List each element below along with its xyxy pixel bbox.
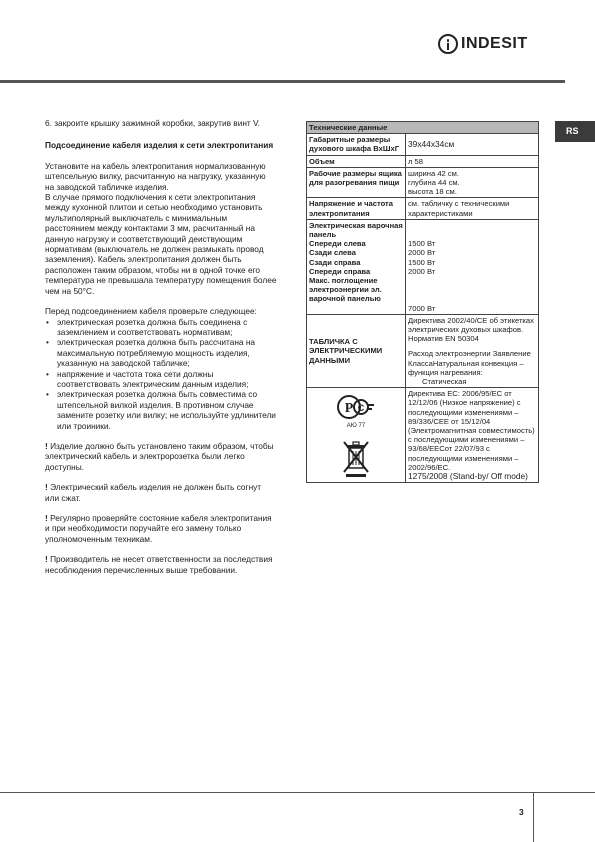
warning-mark: ! [45, 440, 48, 451]
row-label-drawer: Рабочие размеры ящика для разогревания пищи [307, 167, 406, 198]
warning-liability [45, 554, 277, 575]
row-label-volume: Объем [307, 155, 406, 167]
brand-name: INDESIT [461, 35, 528, 52]
list-item: • электрическая розетка должна быть соединена с заземлением и соответствовать нормативам; [45, 317, 277, 338]
drawer-height: высота 18 см. [408, 187, 457, 197]
indesit-logo [438, 34, 528, 54]
row-label-rating-plate: ТАБЛИЧКА С ЭЛЕКТРИЧЕСКИМИ ДАННЫМИ [307, 314, 406, 387]
technical-data-table [306, 121, 539, 483]
row-label-dimensions: Габаритные размеры духового шкафа ВхШхГ [307, 134, 406, 155]
list-item: • электрическая розетка должна быть рассчитана на максимальную потребляемую мощность изделия, указанную на заводской табличке; [45, 337, 277, 368]
language-tab-rs[interactable]: RS [555, 121, 595, 142]
hob-max-power: Макс. поглощение электроэнергии эл. варочной панелью [309, 276, 382, 304]
warning-text: Изделие должно быть установлено таким образом, чтобы электрический кабель и электророзетка были легко доступны. [45, 440, 274, 472]
hob-title: Электрическая варочная панель [309, 220, 403, 240]
table-row [307, 198, 539, 219]
drawer-width: ширина 42 см. [408, 168, 460, 178]
left-column [45, 118, 277, 575]
table-row [307, 388, 539, 483]
warning-mark: ! [45, 554, 48, 565]
value-rear-right: 1500 Вт [408, 257, 436, 267]
footer-rule [0, 792, 595, 793]
row-value-dimensions: 39x44x34см [406, 134, 539, 155]
warning-text: Электрический кабель изделия не должен быть согнут или сжат. [45, 482, 262, 503]
list-item: • электрическая розетка должна быть совместима со штепсельной вилкой изделия. В противном случае замените розетку или вилку; не используйте удлинители или троиники. [45, 389, 277, 431]
energy-static: Статическая [422, 377, 467, 387]
row-label-hob [307, 219, 406, 314]
rst-certification-icon [336, 394, 376, 420]
table-row [307, 155, 539, 167]
value-rear-left: 2000 Вт [408, 248, 436, 258]
svg-text:Р: Р [344, 401, 354, 417]
row-value-volume: л 58 [406, 155, 539, 167]
row-value-voltage: см. табличку с техническими характеристиками [406, 198, 539, 219]
value-max-power: 7000 Вт [408, 303, 436, 313]
paragraph-check-intro: Перед подсоединением кабеля проверьте следующее: [45, 306, 257, 317]
row-value-rating-plate [406, 314, 539, 387]
row-value-directives [406, 388, 539, 483]
paragraph-plug: Установите на кабель электропитания нормализованную штепсельную вилку, расчитанную на нагрузку, указанную на заводской табличке изделия. [45, 160, 266, 192]
ec-directives: Директива ЕС: 2006/95/ЕС от 12/12/06 (Низкое напряжение) с последующими изменениями – 89/336/CEE от 15/12/04 (Электромагнитная совместимость) с последующими изменениями – 93/68/EECот 22/07/93 с последующими изменениями – 2002/96/EC. [408, 389, 535, 472]
svg-text:С: С [357, 403, 365, 414]
table-row [307, 134, 539, 155]
footer-divider [533, 792, 534, 842]
logo-i-icon [438, 34, 458, 54]
warning-mark: ! [45, 482, 48, 493]
table-row [307, 219, 539, 314]
certification-marks [307, 388, 406, 483]
warning-mark: ! [45, 513, 48, 523]
value-front-left: 1500 Вт [408, 239, 436, 249]
warning-text: Производитель не несет ответственности за последствия несоблюдения перечисленных выше требовании. [45, 554, 273, 575]
warning-inspect [45, 513, 277, 544]
warning-accessible [45, 441, 277, 472]
table-header: Технические данные [307, 122, 539, 134]
weee-crossed-bin-icon [341, 438, 371, 478]
hob-rear-right: Сзади справа [309, 257, 361, 267]
standby-regulation: 1275/2008 (Stand-by/ Off mode) [408, 471, 528, 482]
drawer-depth: глубина 44 см. [408, 178, 460, 188]
page-number: 3 [519, 807, 524, 817]
energy-consumption: Расход электроэнергии Заявление КлассаНатуральная конвекция – функция нагревания: [408, 349, 531, 377]
table-row [307, 314, 539, 387]
check-list [45, 317, 277, 431]
warning-text: Регулярно проверяйте состояние кабеля электропитания и при необходимости поручайте его замену только уполномоченным техникам. [45, 513, 272, 544]
warning-cable [45, 482, 277, 503]
row-value-drawer [406, 167, 539, 198]
row-label-voltage: Напряжение и частота электропитания [307, 198, 406, 219]
value-front-right: 2000 Вт [408, 266, 436, 276]
row-value-hob [406, 219, 539, 314]
table-row [307, 167, 539, 198]
energy-label-directive: Директива 2002/40/CE об этикетках электрических духовых шкафов. Норматив EN 50304 [408, 315, 534, 344]
section-heading: Подсоединение кабеля изделия к сети электропитания [45, 140, 274, 151]
hob-front-left: Спереди слева [309, 239, 366, 249]
hob-rear-left: Сзади слева [309, 248, 356, 258]
list-item: • напряжение и частота тока сети должны соответствовать электрическим данным изделия; [45, 369, 277, 390]
cert-code: АЮ 77 [346, 423, 366, 430]
hob-front-right: Спереди справа [309, 266, 371, 276]
step-6-text: 6. закроите крышку зажимной коробки, закрутив винт V. [45, 118, 261, 128]
header-rule [0, 80, 565, 83]
paragraph-direct-connection: В случае прямого подключения к сети электропитания между кухонной плитои и сетью необходимо установить мультиполярный выключатель с минимальным расстоянием между контактами 3 мм, расчитанный на данную нагрузку и соответствующий деиствующим нормативам (выключатель не должен размыкать провод заземления). Кабель электропитания должен быть расположен таким образом, чтобы ни в одной точке его температура не превышала температуру помещения более чем на 50°С. [45, 192, 277, 296]
